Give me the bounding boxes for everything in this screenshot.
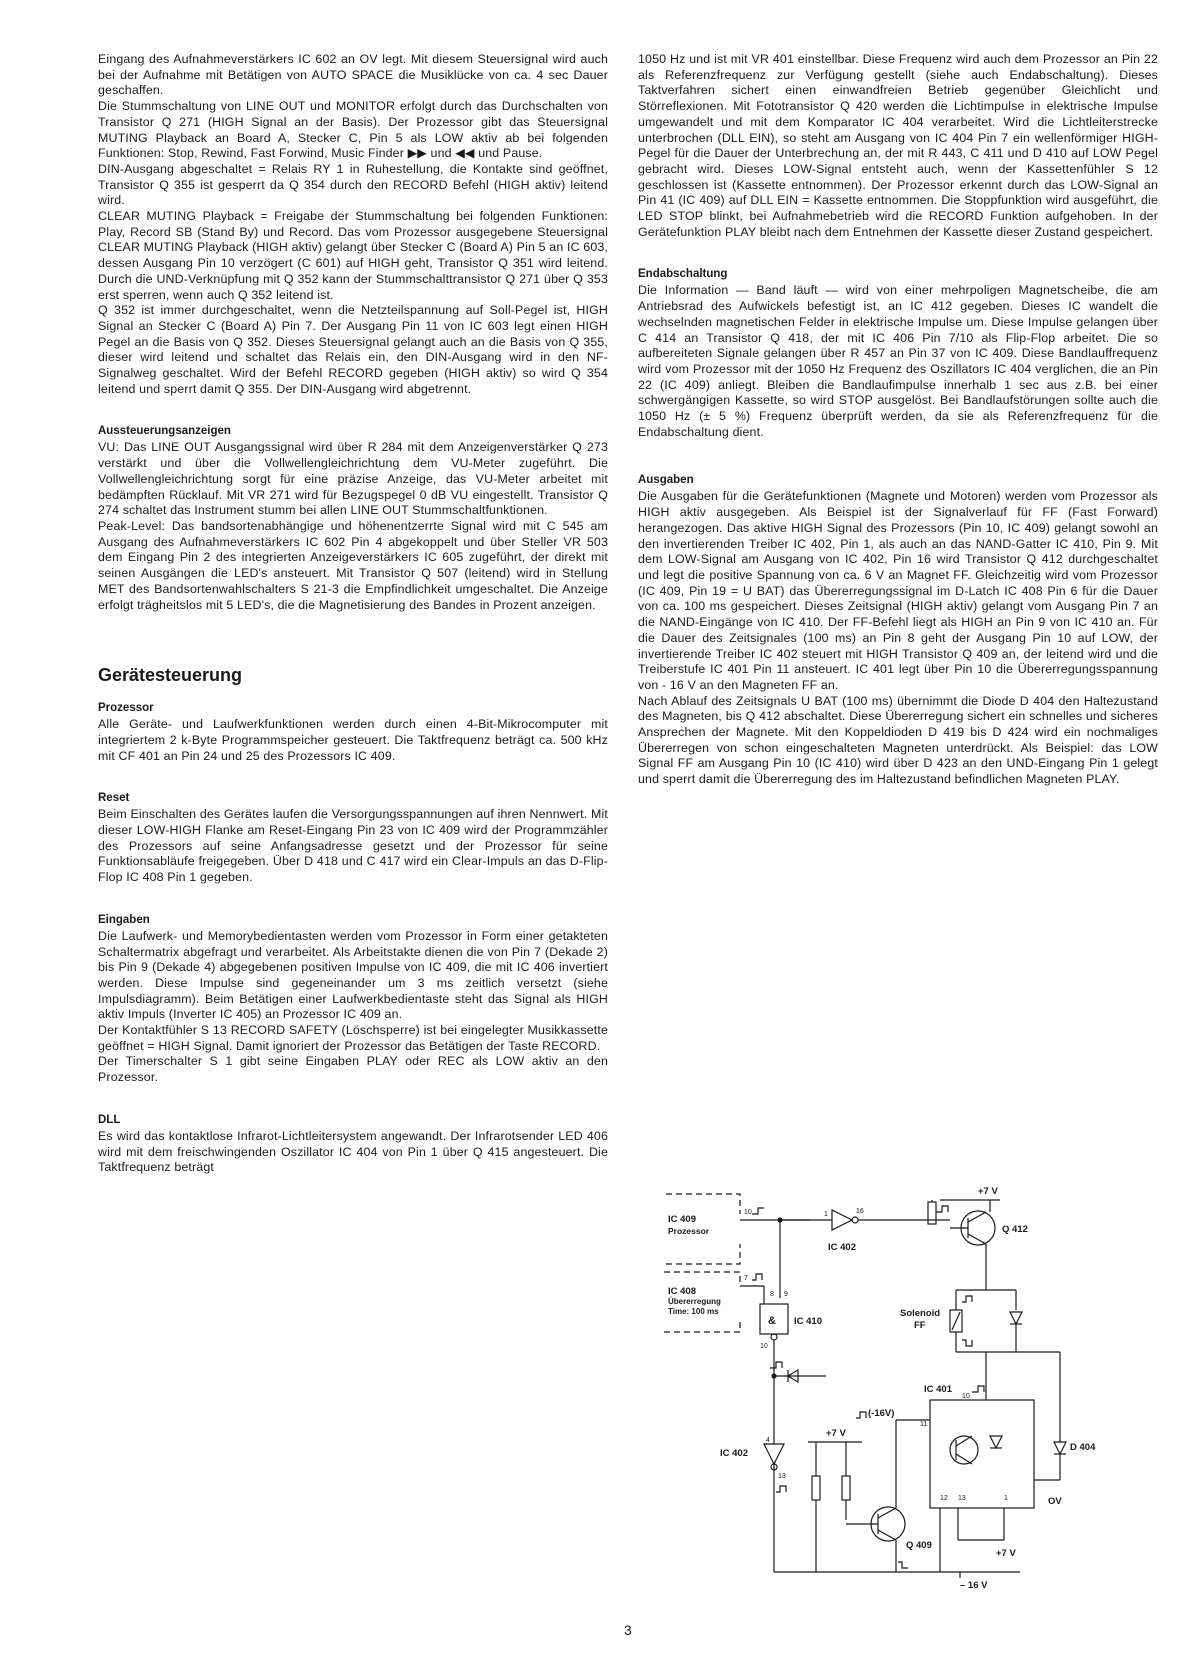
pulse-symbol [936, 1206, 948, 1212]
label-ff: FF [914, 1320, 926, 1331]
section-dll [98, 1114, 608, 1176]
pin-label: 11 [920, 1421, 928, 1428]
pin-label: 13 [778, 1473, 786, 1480]
pin-label: 10 [760, 1343, 768, 1350]
label-ic402-top: IC 402 [828, 1242, 856, 1253]
label-d404: D 404 [1070, 1442, 1096, 1453]
inverter-bubble [771, 1334, 777, 1340]
section-heading: Reset [98, 792, 130, 805]
label-q412: Q 412 [1002, 1224, 1028, 1235]
ic401-driver-box [930, 1400, 1034, 1508]
ic402-bottom-buffer-symbol [764, 1444, 784, 1464]
pin-label: 16 [856, 1208, 864, 1215]
main-heading: Gerätesteuerung [98, 665, 243, 686]
paragraph: 1050 Hz und ist mit VR 401 einstellbar. Diese Frequenz wird auch dem Prozessor an Pin 22 als Referenzfrequenz zur Verfügung gestellt (siehe auch Endabschaltung). Dieses Taktverfahren sichert einen einwandfreien Betrieb gegenüber Gleichlicht und Störreflexionen. Mit Fototransistor Q 420 werden die Lichtimpulse in elektrische Impulse umgewandelt und mit dem Komparator IC 404 verarbeitet. Wird die Lichtleiterstrecke unterbrochen (DLL EIN), so steht am Ausgang von IC 404 Pin 7 ein wellenförmiger HIGH-Pegel für die Dauer der Unterbrechung an, der mit R 443, C 411 und D 410 auf LOW Pegel gebracht wird. Dieses LOW-Signal entsteht auch, wenn der Kassettenfühler S 12 geschlossen ist (Kassette entnommen). Der Prozessor erkennt durch das LOW-Signal an Pin 41 (IC 409) auf DLL EIN = Kassette entnommen. Die Stoppfunktion wird ausgeführt, die LED STOP blinkt, bei Aufnahmebetrieb wird die RECORD Funktion aufgehoben. In der Gerätefunktion PLAY bleibt nach dem Entnehmen der Kassette dieser Zustand gespeichert. [638, 52, 1158, 239]
paragraph: Die Ausgaben für die Gerätefunktionen (Magnete und Motoren) werden vom Prozessor als HIGH aktiv ausgegeben. Als Beispiel ist der Signalverlauf für FF (Fast Forward) herangezogen. Das aktive HIGH Signal des Prozessors (Pin 10, IC 409) gelangt sowohl an den invertierenden Treiber IC 402, Pin 1, als auch an das NAND-Gatter IC 410, Pin 9. Mit dem LOW-Signal am Ausgang von IC 402, Pin 16 wird Transistor Q 412 durchgeschaltet und legt die positive Spannung von ca. 6 V an Magnet FF. Gleichzeitig wird vom Prozessor (IC 409, Pin 19 = U BAT) das Übererregungssignal im D-Latch IC 408 Pin 6 für die Dauer von ca. 100 ms gespeichert. Dieses Zeitsignal (HIGH aktiv) gelangt vom Ausgang Pin 7 an die NAND-Eingänge von IC 410. Der FF-Befehl liegt als HIGH an Pin 9 von IC 410 an. Für die Dauer des Zeitsignales (100 ms) an Pin 8 geht der Ausgang Pin 10 auf LOW, der invertierende Treiber IC 402 steuert mit HIGH Transistor Q 409 an, der leitend wird und die Treiberstufe IC 401 Pin 11 ansteuert. IC 401 legt über Pin 10 die Übererregungsspannung von - 16 V an den Magneten FF an. [638, 489, 1158, 692]
section-heading: DLL [98, 1113, 121, 1126]
circuit-schematic [660, 1180, 1160, 1600]
paragraph: Der Timerschalter S 1 gibt seine Eingaben PLAY oder REC als LOW aktiv an den Prozessor. [98, 1054, 608, 1085]
transistor-emitter [968, 1212, 986, 1222]
label-minus16: (-16V) [868, 1408, 895, 1419]
transistor-emitter [878, 1530, 896, 1540]
label-ic408: IC 408 [668, 1286, 696, 1297]
right-column [638, 52, 1158, 788]
paragraph: Q 352 ist immer durchgeschaltet, wenn die Netzteilspannung auf Soll-Pegel ist, HIGH Signal an Stecker C (Board A) Pin 7. Der Ausgang Pin 11 von IC 603 legt einen HIGH Pegel an die Basis von Q 352. Dieses Steuersignal gelangt auch an die Basis von Q 355, dieser wird leitend und schaltet das Relais ein, den DIN-Ausgang wird in den NF-Signalweg geschaltet. Wird der Befehl RECORD gegeben (HIGH aktiv) so wird Q 354 leitend und sperrt damit Q 355. Der DIN-Ausgang wird abgetrennt. [98, 303, 608, 396]
section-eingaben [98, 914, 608, 1086]
paragraph: Die Laufwerk- und Memorybedientasten werden vom Prozessor in Form einer getakteten Schaltermatrix abgefragt und verarbeitet. Als Arbeitstakte dienen die von Pin 7 (Dekade 2) bis Pin 9 (Dekade 4) abgegebenen positiven Impulse von IC 409, die mit IC 406 invertiert werden. Diese Impulse sind gegeneinander um 3 ms zeitlich versetzt (siehe Impulsdiagramm). Beim Betätigen einer Laufwerkbedientaste steht das Signal als HIGH aktiv Impuls (Inverter IC 405) an Prozessor IC 409 an. [98, 928, 608, 1022]
left-column [98, 52, 608, 1176]
diode-d404 [1054, 1442, 1066, 1454]
resistor [928, 1202, 936, 1224]
pulse-symbol [752, 1208, 764, 1214]
pin-label: 12 [940, 1495, 948, 1502]
section-prozessor [98, 702, 608, 764]
pulse-symbol [972, 1386, 984, 1392]
pulse-symbol [752, 1274, 762, 1280]
label-ic402-bottom: IC 402 [720, 1448, 748, 1459]
section-heading: Prozessor [98, 702, 154, 715]
paragraph: Eingang des Aufnahmeverstärkers IC 602 an OV legt. Mit diesem Steuersignal wird auch bei der Aufnahme mit Betätigen von AUTO SPACE die Musiklücke von ca. 4 sec Dauer geschaffen. [98, 52, 608, 98]
gate-symbol: & [768, 1315, 776, 1327]
transistor-driver [950, 1436, 978, 1464]
ic402-top-buffer-symbol [832, 1210, 852, 1230]
paragraph: Nach Ablauf des Zeitsignals U BAT (100 ms) übernimmt die Diode D 404 den Haltezustand des Magneten, bis Q 412 abschaltet. Diese Übererregung sichert ein schnelles und sicheres Ansprechen der Magnete. Mit den Koppeldioden D 419 bis D 424 wird ein nochmaliges Übererregen von schon eingeschalteten Magneten unterdrückt. Als Beispiel: das LOW Signal FF am Ausgang Pin 10 (IC 410) wird über D 423 an den UND-Eingang Pin 1 gelegt und sperrt damit die Übererregung des im Haltezustand befindlichen Magneten PLAY. [638, 693, 1158, 787]
pin-label: 1 [1004, 1495, 1008, 1502]
pulse-symbol [776, 1486, 786, 1492]
label-solenoid: Solenoid [900, 1308, 941, 1319]
ic409-box [666, 1194, 740, 1214]
paragraph: Die Stummschaltung von LINE OUT und MONITOR erfolgt durch das Durchschalten von Transistor Q 271 (HIGH Signal an der Basis). Der Prozessor gibt das Steuersignal MUTING Playback an Board A, Stecker C, Pin 5 als LOW aktiv ab bei folgenden Funktionen: Stop, Rewind, Fast Forwind, Music Finder ▶▶ und ◀◀ und Pause. [98, 99, 608, 161]
pulse-symbol [962, 1340, 972, 1346]
section-heading: Eingaben [98, 913, 150, 926]
paragraph: Der Kontaktfühler S 13 RECORD SAFETY (Löschsperre) ist bei eingelegter Musikkassette geöffnet = HIGH Signal. Damit ignoriert der Prozessor das Betätigen der Taste RECORD. [98, 1023, 608, 1053]
diode [1010, 1312, 1022, 1324]
transistor-collector [968, 1234, 986, 1244]
label-minus16v: – 16 V [960, 1580, 988, 1591]
pin-label: 10 [962, 1393, 970, 1400]
label-ic409: IC 409 [668, 1214, 696, 1225]
paragraph: Beim Einschalten des Gerätes laufen die Versorgungsspannungen auf ihren Nennwert. Mit dieser LOW-HIGH Flanke am Reset-Eingang Pin 23 von IC 409 wird der Programmzähler des Prozessors auf seine Anfangsadresse gesetzt und der Prozessor für seine Funktionsabläufe freigegeben. Über D 418 und C 417 wird ein Clear-Impuls an das D-Flip-Flop IC 408 Pin 1 gegeben. [98, 807, 608, 885]
paragraph: Alle Geräte- und Laufwerkfunktionen werden durch einen 4-Bit-Mikrocomputer mit integriertem 2 k-Byte Programmspeicher gesteuert. Die Taktfrequenz beträgt ca. 500 kHz mit CF 401 an Pin 24 und 25 des Prozessors IC 409. [98, 717, 608, 763]
pin-label: 10 [744, 1209, 752, 1216]
label-time: Time: 100 ms [668, 1307, 719, 1316]
label-ic401: IC 401 [924, 1384, 952, 1395]
label-plus7v-top: +7 V [978, 1186, 998, 1197]
paragraph: VU: Das LINE OUT Ausgangssignal wird über R 284 mit dem Anzeigenverstärker Q 273 verstärkt und über die Vollwellengleichrichtung dem VU-Meter zugeführt. Die Vollwellengleichrichtung sorgt für eine präzise Anzeige, das VU-Meter arbeitet mit bedämpften Rücklauf. Mit VR 271 wird für Bezugspegel 0 dB VU eingestellt. Transistor Q 274 schaltet das Instrument stumm bei allen LINE OUT Stummschaltfunktionen. [98, 440, 608, 518]
pin-label: 7 [744, 1275, 748, 1282]
section-heading: Ausgaben [638, 474, 694, 487]
pin-label: 13 [958, 1495, 966, 1502]
section-endabschaltung [638, 268, 1158, 440]
resistor [812, 1476, 820, 1500]
ic409-box-bottom [666, 1244, 740, 1264]
label-q409: Q 409 [906, 1540, 932, 1551]
ic408-box [664, 1272, 740, 1286]
paragraph: DIN-Ausgang abgeschaltet = Relais RY 1 in Ruhestellung, die Kontakte sind geöffnet, Transistor Q 355 ist gesperrt da Q 354 durch den RECORD Befehl (HIGH aktiv) leitend wird. [98, 161, 608, 208]
pulse-symbol [962, 1296, 972, 1302]
diode [990, 1436, 1002, 1448]
section-heading: Endabschaltung [638, 268, 728, 281]
pin-label: 9 [784, 1291, 788, 1298]
junction-dot [772, 1374, 776, 1378]
pin-label: 4 [766, 1437, 770, 1444]
ic408-box-bottom [664, 1320, 740, 1332]
transistor-collector [878, 1508, 896, 1518]
section-aussteuerungsanzeigen [98, 425, 608, 613]
label-plus7v-bottom: +7 V [996, 1548, 1016, 1559]
pin-label: 8 [770, 1291, 774, 1298]
paragraph: CLEAR MUTING Playback = Freigabe der Stummschaltung bei folgenden Funktionen: Play, Record SB (Stand By) und Record. Das vom Prozessor ausgegebene Steuersignal CLEAR MUTING Playback (HIGH aktiv) gelangt über Stecker C (Board A) Pin 5 an IC 603, dessen Ausgang Pin 10 verzögert (C 601) auf HIGH geht, Transistor Q 351 wird leitend. Durch die UND-Verknüpfung mit Q 352 kann der Stummschalttransistor Q 271 über Q 353 erst sperren, wenn auch Q 352 leitend ist. [98, 209, 608, 302]
section-heading: Aussteuerungsanzeigen [98, 425, 231, 438]
paragraph: Die Information — Band läuft — wird von einer mehrpoligen Magnetscheibe, die am Antriebsrad des Aufwickels befestigt ist, an IC 412 gegeben. Dieses IC wandelt die wechselnden magnetischen Felder in elektrische Impulse um. Diese Impulse gelangen über C 414 an Transistor Q 418, der mit IC 406 Pin 7/10 als Flip-Flop arbeitet. Die so aufbereiteten Signale gelangen über R 457 an Pin 37 von IC 409. Diese Bandlauffrequenz wird vom Prozessor mit der 1050 Hz Frequenz des Oszillators IC 404 verglichen, die an Pin 22 (IC 409) anliegt. Bleiben die Bandlaufimpulse innerhalb 1 sec aus z.B. bei einer schwergängigen Kassette, so wird STOP ausgelöst. Bei Bandlaufstörungen sollte auch die 1050 Hz (± 5 %) Frequenz überprüft werden, da sie als Referenzfrequenz für die Endabschaltung dient. [638, 283, 1158, 439]
pulse-symbol [898, 1562, 908, 1568]
page-number: 3 [624, 1622, 632, 1638]
pin-label: 1 [824, 1211, 828, 1218]
section-reset [98, 792, 608, 886]
paragraph: Es wird das kontaktlose Infrarot-Lichtleitersystem angewandt. Der Infrarotsender LED 406 wird mit dem freischwingenden Oszillator IC 404 von Pin 1 über Q 415 angesteuert. Die Taktfrequenz beträgt [98, 1128, 608, 1175]
resistor [842, 1476, 850, 1500]
label-ov: OV [1048, 1496, 1062, 1507]
label-plus7v-mid: +7 V [826, 1428, 846, 1439]
label-ic410: IC 410 [794, 1316, 822, 1327]
section-ausgaben [638, 474, 1158, 787]
label-prozessor: Prozessor [668, 1226, 710, 1236]
pulse-symbol [856, 1412, 866, 1418]
paragraph: Peak-Level: Das bandsortenabhängige und höhenentzerrte Signal wird mit C 545 am Ausgang des Aufnahmeverstärkers IC 602 Pin 4 abgekoppelt und über Steller VR 503 dem Eingang Pin 2 des integrierten Anzeigeverstärkers IC 605 zugeführt, der direkt mit seinen Ausgängen die LED's ansteuert. Mit Transistor Q 507 (leitend) wird in Stellung MET des Bandsortenwahlschalters S 21-3 die Empfindlichkeit umgeschaltet. Die Anzeige erfolgt trägheitslos mit 5 LED's, die die Magnetisierung des Bandes in Prozent anzeigen. [98, 518, 608, 612]
coil-mark [952, 1312, 960, 1330]
label-uebererregung: Übererregung [668, 1297, 721, 1306]
pulse-symbol [770, 1362, 782, 1368]
